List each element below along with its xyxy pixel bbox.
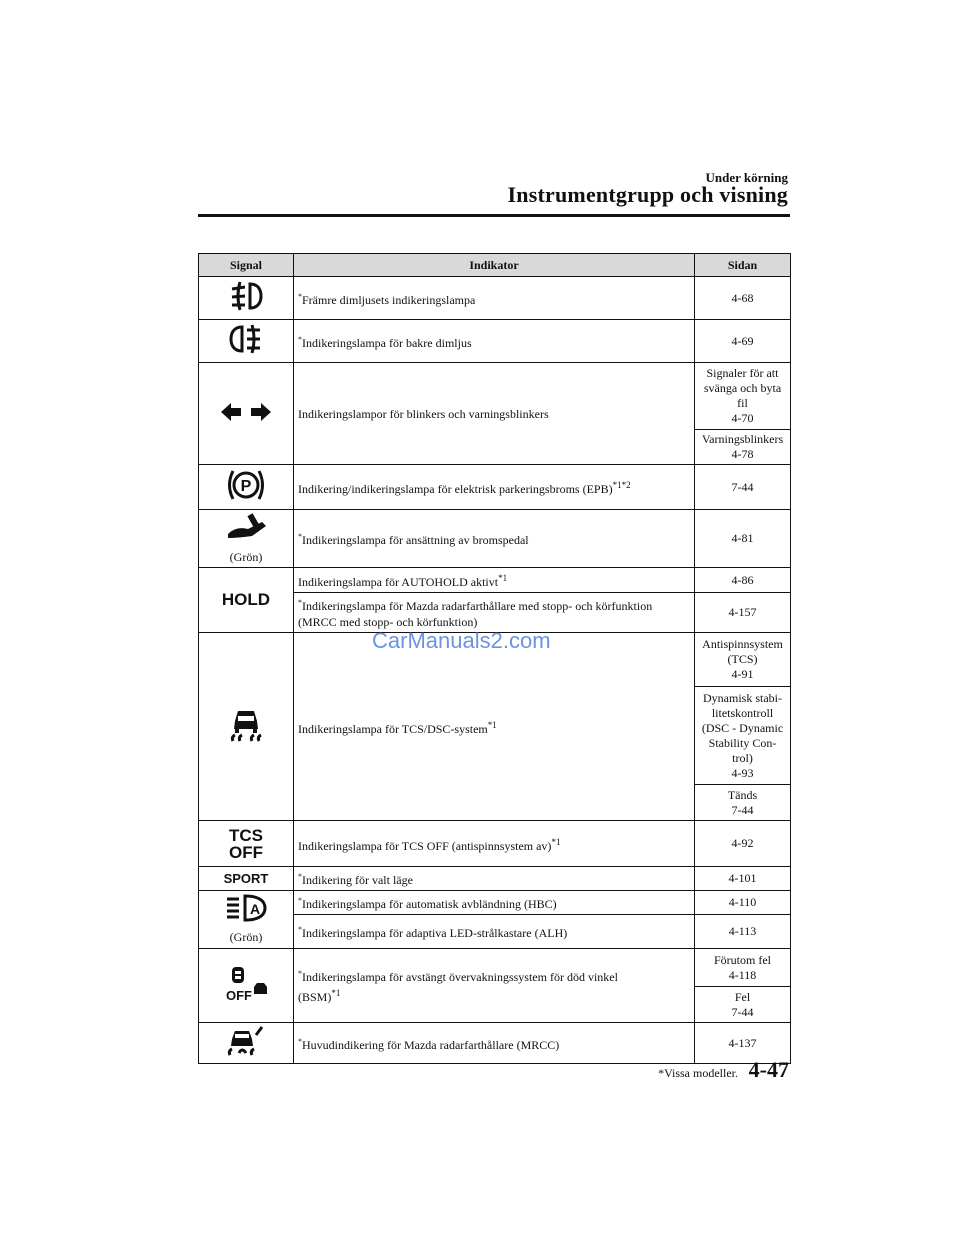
indicator-cell: *Indikeringslampa för avstängt övervakningssystem för död vinkel (BSM)$^{*1}$ — [294, 949, 695, 1023]
radar-cruise-control-icon — [226, 1025, 266, 1057]
page-cell: 7-44 — [695, 465, 791, 510]
table-row — [199, 363, 791, 430]
table-row — [199, 320, 791, 363]
indicator-cell: Indikeringslampor för blinkers och varningsblinkers — [294, 363, 695, 465]
signal-cell — [199, 891, 294, 949]
indicator-cell: *Indikeringslampa för adaptiva LED-strålkastare (ALH) — [294, 915, 695, 949]
signal-cell — [199, 320, 294, 363]
table-row — [199, 949, 791, 987]
signal-cell — [199, 363, 294, 465]
turn-signal-arrows-icon — [221, 402, 271, 422]
page-cell: 4-137 — [695, 1023, 791, 1064]
page-cell: 4-92 — [695, 821, 791, 867]
indicator-table — [198, 253, 791, 1064]
sport-mode-icon: SPORT — [223, 870, 269, 886]
table-row — [199, 510, 791, 568]
page-cell: Tänds 7-44 — [695, 785, 791, 821]
signal-cell — [199, 510, 294, 568]
page-cell: Förutom fel 4-118 — [695, 949, 791, 987]
indicator-cell: *Indikering för valt läge — [294, 867, 695, 891]
table-row — [199, 277, 791, 320]
indicator-cell: *Indikeringslampa för ansättning av bromspedal — [294, 510, 695, 568]
table-row — [199, 867, 791, 891]
color-note: (Grön) — [229, 550, 263, 564]
indicator-cell: Indikeringslampa för AUTOHOLD aktivt$^{*1}$ — [294, 568, 695, 593]
indicator-cell: *Indikeringslampa för bakre dimljus — [294, 320, 695, 363]
indicator-cell: Indikeringslampa för TCS/DSC-system$^{*1}$ — [294, 633, 695, 821]
rear-fog-light-icon — [228, 322, 264, 356]
page-cell: 4-68 — [695, 277, 791, 320]
footnote: *Vissa modeller. — [658, 1066, 738, 1080]
column-header-signal: Signal — [199, 254, 294, 277]
table-row — [199, 465, 791, 510]
page-cell: 4-113 — [695, 915, 791, 949]
page-cell: 4-110 — [695, 891, 791, 915]
page-title: Instrumentgrupp och visning — [507, 182, 788, 207]
page-cell: 4-101 — [695, 867, 791, 891]
header-rule — [198, 214, 790, 217]
table-header-row — [199, 254, 791, 277]
indicator-cell: *Indikeringslampa för Mazda radarfarthållare med stopp- och körfunktion (MRCC med stopp- och körfunktion) — [294, 593, 695, 633]
page-cell: Signaler för att svänga och byta fil 4-70 — [695, 363, 791, 430]
front-fog-light-icon — [228, 279, 264, 313]
page-cell: 4-86 — [695, 568, 791, 593]
tcs-off-icon: TCS OFF — [229, 825, 263, 862]
svg-text:P: P — [240, 478, 252, 495]
signal-cell — [199, 949, 294, 1023]
column-header-indicator: Indikator — [294, 254, 695, 277]
indicator-cell: *Huvudindikering för Mazda radarfarthållare (MRCC) — [294, 1023, 695, 1064]
traction-control-icon — [229, 707, 263, 743]
table-row — [199, 1023, 791, 1064]
signal-cell — [199, 821, 294, 867]
table-row — [199, 891, 791, 915]
section-label: Under körning — [705, 170, 788, 185]
page-number: 4-47 — [748, 1057, 789, 1082]
svg-text:OFF: OFF — [226, 987, 252, 1003]
indicator-cell: Indikeringslampa för TCS OFF (antispinnsystem av)$^{*1}$ — [294, 821, 695, 867]
auto-high-beam-icon — [225, 894, 267, 922]
signal-cell — [199, 465, 294, 510]
color-note: (Grön) — [229, 930, 263, 944]
svg-text:A: A — [249, 901, 261, 917]
brake-pedal-icon — [226, 512, 266, 542]
parking-brake-icon — [225, 467, 267, 503]
page-cell: Antispinnsystem (TCS) 4-91 — [695, 633, 791, 687]
signal-cell — [199, 568, 294, 633]
signal-cell — [199, 867, 294, 891]
signal-cell — [199, 277, 294, 320]
table-row — [199, 568, 791, 593]
column-header-page: Sidan — [695, 254, 791, 277]
page-cell: 4-69 — [695, 320, 791, 363]
page-cell: Fel 7-44 — [695, 987, 791, 1023]
signal-cell — [199, 1023, 294, 1064]
indicator-cell: Indikering/indikeringslampa för elektrisk parkeringsbroms (EPB)$^{*1*2}$ — [294, 465, 695, 510]
blind-spot-monitoring-off-icon — [224, 965, 268, 1003]
page-cell: Dynamisk stabi- litetskontroll (DSC - Dynamic Stability Con- trol) 4-93 — [695, 687, 791, 785]
autohold-icon: HOLD — [221, 590, 271, 609]
page-cell: 4-81 — [695, 510, 791, 568]
watermark: CarManuals2.com — [372, 628, 551, 653]
page-cell: 4-157 — [695, 593, 791, 633]
signal-cell — [199, 633, 294, 821]
page-cell: Varningsblinkers 4-78 — [695, 430, 791, 465]
table-row — [199, 821, 791, 867]
indicator-cell: *Indikeringslampa för automatisk avbländning (HBC) — [294, 891, 695, 915]
indicator-cell: *Främre dimljusets indikeringslampa — [294, 277, 695, 320]
